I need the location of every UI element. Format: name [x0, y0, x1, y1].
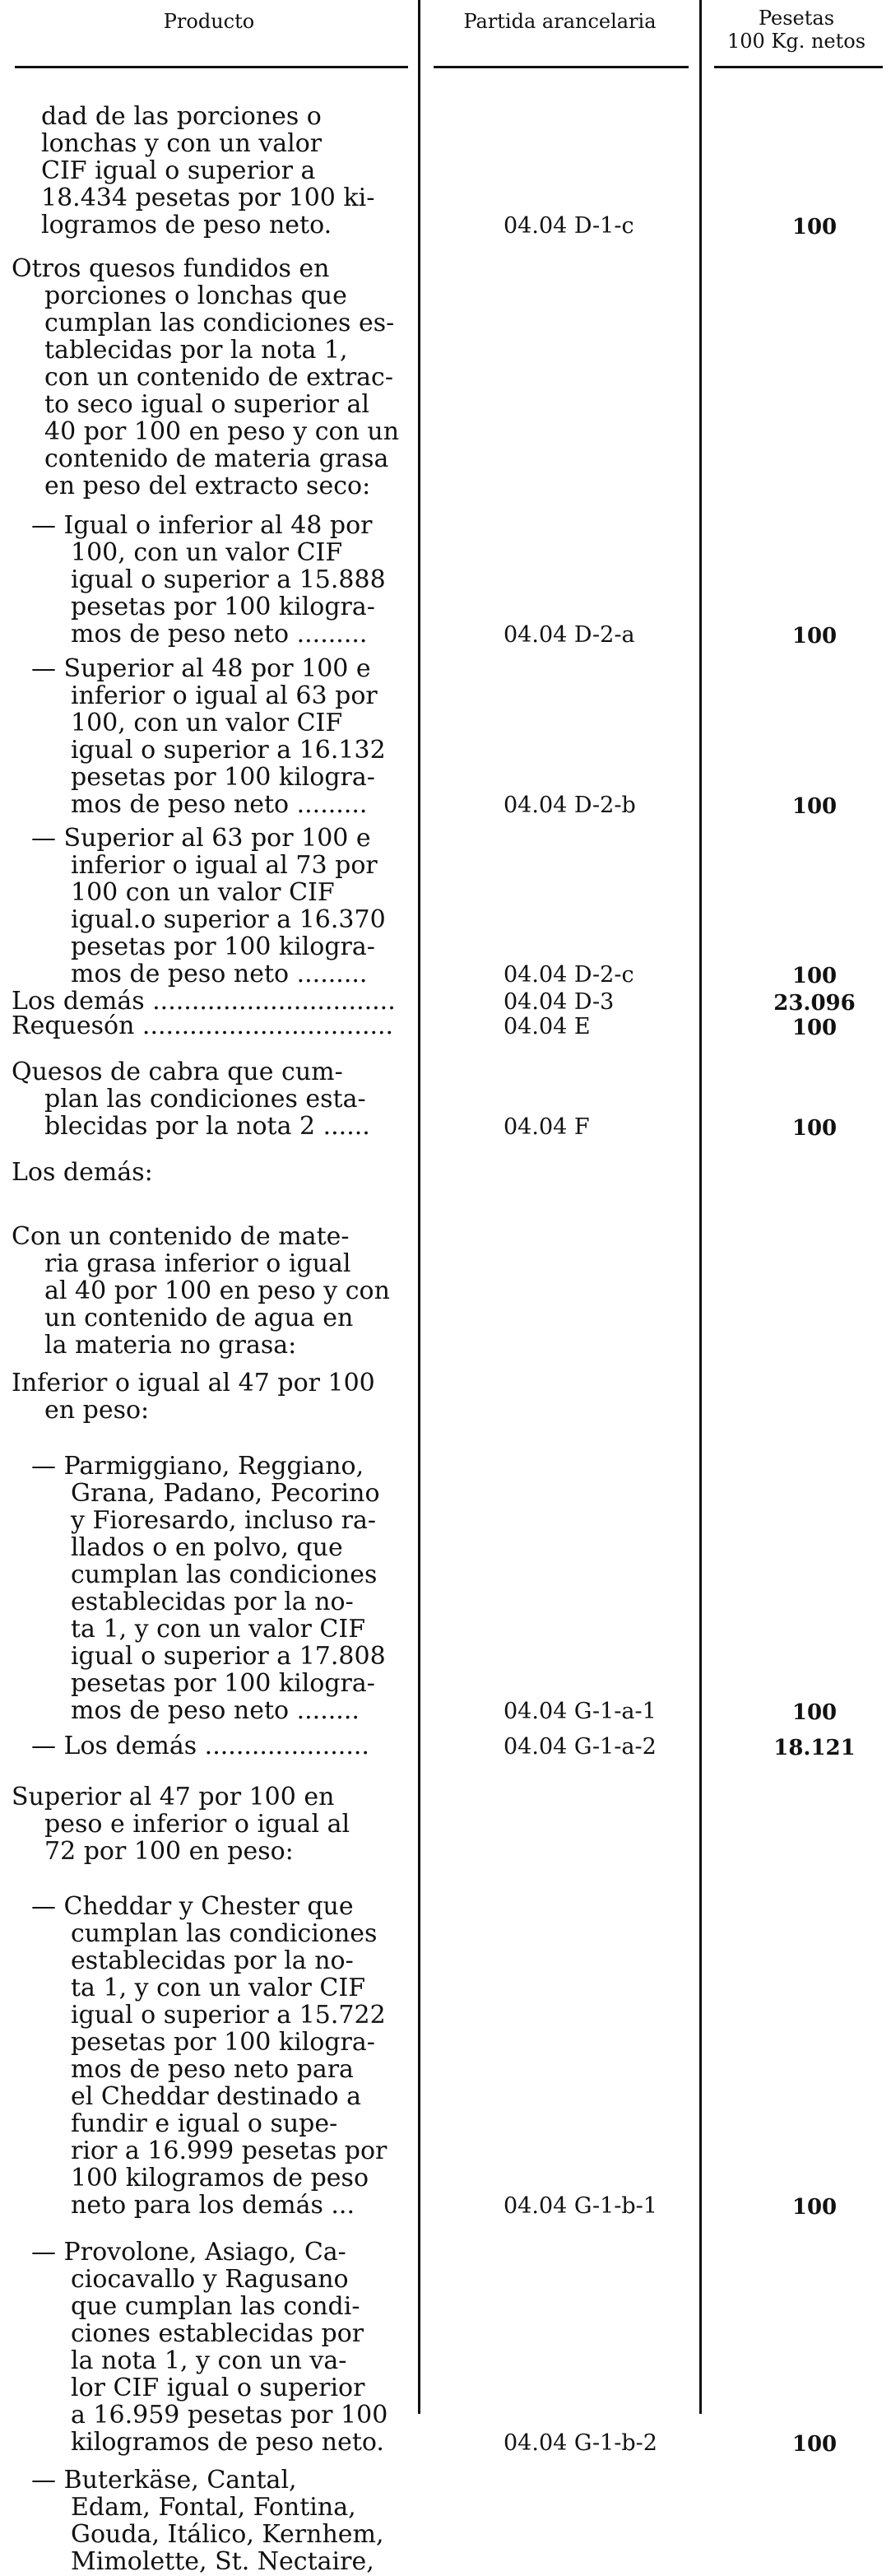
description-line: Inferior o igual al 47 por 100 [12, 1369, 375, 1397]
entry-description [12, 1783, 439, 1865]
description-line: CIF igual o superior a [41, 156, 316, 185]
description-line: igual o superior a 15.888 [71, 565, 386, 594]
description-line: igual.o superior a 16.370 [71, 905, 386, 934]
tariff-code: 04.04 D-2-a [504, 622, 635, 648]
description-line: kilogramos de peso neto. [71, 2428, 384, 2457]
description-line: igual o superior a 17.808 [71, 1642, 386, 1671]
description-line: 100, con un valor CIF [71, 538, 343, 567]
header-pesetas-line2: 100 Kg. netos [726, 30, 866, 53]
entry-description [31, 2467, 459, 2575]
pesetas-value: 100 [791, 1700, 838, 1725]
description-line: Requesón ................................ [12, 1011, 394, 1040]
tariff-code: 04.04 G-1-b-1 [504, 2193, 657, 2219]
entry-description [31, 655, 459, 818]
description-line: lor CIF igual o superior [71, 2374, 365, 2402]
description-line: igual o superior a 16.132 [71, 736, 386, 765]
description-line: establecidas por la no- [71, 1588, 354, 1616]
description-line: peso e inferior o igual al [44, 1810, 350, 1839]
pesetas-value: 100 [791, 1016, 838, 1040]
description-line: ta 1, y con un valor CIF [71, 1974, 366, 2002]
description-line: la nota 1, y con un va- [71, 2346, 347, 2375]
header-pesetas [702, 7, 891, 53]
description-line: cumplan las condiciones [71, 1919, 378, 1948]
header-pesetas-line1: Pesetas [758, 7, 835, 30]
description-line: inferior o igual al 63 por [71, 681, 378, 710]
pesetas-value: 100 [791, 624, 838, 649]
header-producto: Producto [163, 10, 255, 33]
header-rule-pesetas [714, 66, 883, 68]
description-line: ciones establecidas por [71, 2319, 364, 2348]
description-line: Quesos de cabra que cum- [12, 1058, 343, 1086]
description-line: y Fioresardo, incluso ra- [71, 1506, 377, 1535]
header-rule-producto [15, 66, 408, 68]
pesetas-value: 100 [791, 215, 838, 239]
description-line: tablecidas por la nota 1, [44, 336, 348, 365]
description-line: plan las condiciones esta- [44, 1085, 366, 1114]
description-line: cumplan las condiciones [71, 1560, 378, 1589]
description-line: Los demás ............................... [12, 987, 396, 1016]
description-line: la materia no grasa: [44, 1331, 297, 1360]
description-line: 100 kilogramos de peso [71, 2164, 369, 2192]
description-line: neto para los demás ... [71, 2191, 355, 2220]
description-line: inferior o igual al 73 por [71, 851, 378, 880]
description-line: — Igual o inferior al 48 por [31, 511, 373, 540]
description-line: — Cheddar y Chester que [31, 1892, 354, 1921]
entry-description [31, 1732, 459, 1760]
description-line: Con un contenido de mate- [12, 1222, 350, 1251]
description-line: ciocavallo y Ragusano [71, 2265, 349, 2294]
description-line: ta 1, y con un valor CIF [71, 1615, 366, 1644]
entry-description [31, 1893, 459, 2219]
description-line: — Buterkäse, Cantal, [31, 2466, 297, 2495]
description-line: mos de peso neto ......... [71, 790, 368, 819]
tariff-code: 04.04 F [504, 1114, 590, 1140]
tariff-code: 04.04 E [504, 1014, 591, 1039]
pesetas-value: 23.096 [773, 991, 856, 1016]
tariff-code: 04.04 G-1-b-2 [504, 2430, 657, 2456]
description-line: ria grasa inferior o igual [44, 1249, 351, 1278]
description-line: pesetas por 100 kilogra- [71, 932, 375, 961]
description-line: Superior al 47 por 100 en [12, 1783, 335, 1811]
description-line: a 16.959 pesetas por 100 [71, 2401, 388, 2430]
description-line: Otros quesos fundidos en [12, 254, 330, 283]
description-line: fundir e igual o supe- [71, 2109, 338, 2138]
description-line: — Los demás ..................... [31, 1732, 369, 1760]
description-line: 18.434 pesetas por 100 ki- [41, 184, 375, 212]
entry-description [31, 1453, 459, 1724]
description-line: establecidas por la no- [71, 1946, 354, 1975]
pesetas-value: 100 [791, 964, 838, 988]
tariff-code: 04.04 G-1-a-2 [504, 1734, 657, 1760]
description-line: 72 por 100 en peso: [44, 1837, 294, 1866]
description-line: logramos de peso neto. [41, 211, 332, 239]
entry-description [41, 103, 469, 239]
description-line: pesetas por 100 kilogra- [71, 763, 375, 792]
description-line: dad de las porciones o [41, 102, 322, 131]
entry-description [12, 1159, 439, 1186]
description-line: mos de peso neto ........ [71, 1696, 360, 1725]
pesetas-value: 100 [791, 1116, 838, 1141]
description-line: 100, con un valor CIF [71, 709, 343, 737]
tariff-code: 04.04 D-1-c [504, 213, 634, 239]
tariff-code: 04.04 G-1-a-1 [504, 1699, 657, 1724]
description-line: pesetas por 100 kilogra- [71, 593, 375, 621]
tariff-code: 04.04 D-2-c [504, 962, 634, 988]
description-line: el Cheddar destinado a [71, 2082, 361, 2111]
pesetas-value: 100 [791, 794, 838, 819]
description-line: Mimolette, St. Nectaire, [71, 2547, 374, 2576]
tariff-code: 04.04 D-3 [504, 989, 615, 1015]
description-line: mos de peso neto ......... [71, 620, 368, 649]
description-line: Edam, Fontal, Fontina, [71, 2493, 356, 2522]
pesetas-value: 100 [791, 2432, 838, 2457]
entry-description [12, 1223, 439, 1359]
description-line: Gouda, Itálico, Kernhem, [71, 2520, 384, 2549]
description-line: Grana, Padano, Pecorino [71, 1479, 380, 1508]
description-line: llados o en polvo, que [71, 1533, 343, 1562]
description-line: con un contenido de extrac- [44, 363, 393, 392]
description-line: blecidas por la nota 2 ...... [44, 1112, 370, 1141]
description-line: to seco igual o superior al [44, 390, 369, 419]
description-line: — Provolone, Asiago, Ca- [31, 2238, 346, 2267]
description-line: igual o superior a 15.722 [71, 2001, 386, 2030]
entry-description [12, 1058, 439, 1140]
description-line: lonchas y con un valor [41, 129, 323, 158]
description-line: porciones o lonchas que [44, 281, 347, 310]
description-line: 100 con un valor CIF [71, 878, 335, 907]
description-line: rior a 16.999 pesetas por [71, 2137, 387, 2165]
description-line: pesetas por 100 kilogra- [71, 1669, 375, 1698]
description-line: un contenido de agua en [44, 1304, 354, 1332]
description-line: en peso del extracto seco: [44, 472, 371, 500]
description-line: en peso: [44, 1396, 150, 1425]
header-rule-partida [434, 66, 689, 68]
description-line: cumplan las condiciones es- [44, 309, 395, 337]
description-line: Los demás: [12, 1158, 153, 1187]
pesetas-value: 18.121 [773, 1736, 856, 1760]
description-line: — Parmiggiano, Reggiano, [31, 1452, 364, 1481]
entry-description [12, 1369, 439, 1424]
pesetas-value: 100 [791, 2195, 838, 2220]
entry-description [12, 255, 439, 500]
description-line: mos de peso neto ......... [71, 960, 368, 988]
entry-description [31, 2239, 459, 2456]
description-line: — Superior al 48 por 100 e [31, 654, 371, 683]
header-partida: Partida arancelaria [463, 10, 657, 33]
description-line: 40 por 100 en peso y con un [44, 417, 400, 446]
column-divider-right [699, 0, 702, 2414]
entry-description [12, 1012, 439, 1039]
description-line: contenido de materia grasa [44, 444, 389, 473]
description-line: — Superior al 63 por 100 e [31, 824, 371, 853]
entry-description [31, 512, 459, 648]
description-line: al 40 por 100 en peso y con [44, 1276, 390, 1305]
description-line: pesetas por 100 kilogra- [71, 2028, 375, 2057]
description-line: que cumplan las condi- [71, 2292, 360, 2321]
entry-description [31, 825, 459, 988]
description-line: mos de peso neto para [71, 2055, 354, 2084]
tariff-code: 04.04 D-2-b [504, 793, 636, 818]
